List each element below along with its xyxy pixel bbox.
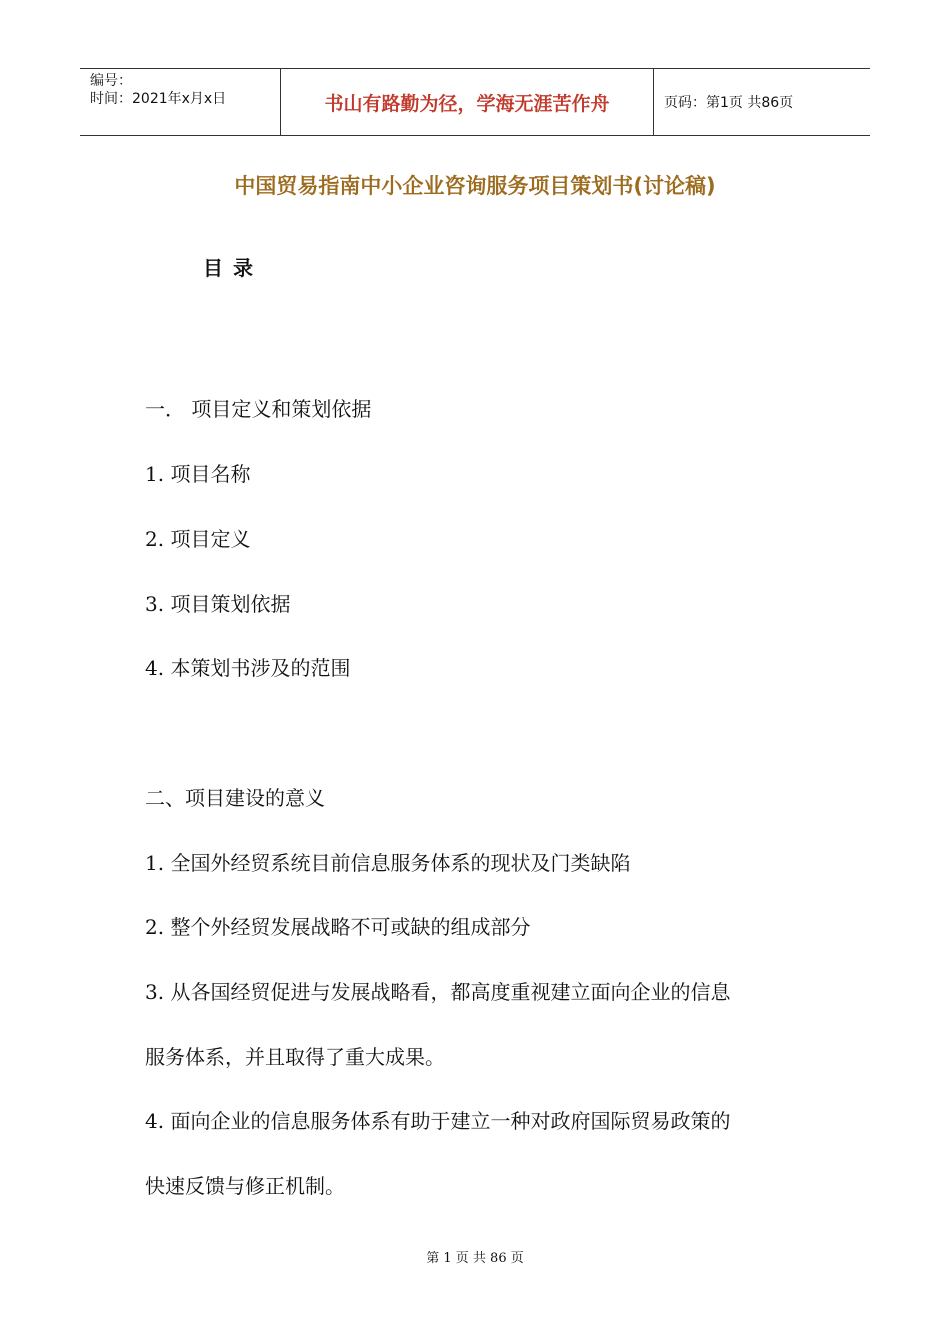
toc-line: 2. 整个外经贸发展战略不可或缺的组成部分 <box>145 915 531 939</box>
number-label: 编号： <box>90 73 132 89</box>
toc-line-section-1: 一． 项目定义和策划依据 <box>145 397 372 421</box>
page-footer: 第 1 页 共 86 页 <box>426 1251 524 1266</box>
header-page-info: 页码：第1页 共86页 <box>664 95 794 111</box>
header-meta-cell <box>80 69 281 135</box>
toc-line: 服务体系，并且取得了重大成果。 <box>145 1045 445 1069</box>
header-motto: 书山有路勤为径，学海无涯苦作舟 <box>281 69 654 135</box>
document-header <box>80 68 870 136</box>
toc-line: 4. 本策划书涉及的范围 <box>145 656 351 680</box>
toc-line: 1. 项目名称 <box>145 462 251 486</box>
toc-line: 3. 项目策划依据 <box>145 592 291 616</box>
toc-line: 4. 面向企业的信息服务体系有助于建立一种对政府国际贸易政策的 <box>145 1109 731 1133</box>
toc-line: 2. 项目定义 <box>145 527 251 551</box>
document-title: 中国贸易指南中小企业咨询服务项目策划书(讨论稿) <box>234 174 716 198</box>
toc-line-section-2: 二、项目建设的意义 <box>145 786 325 810</box>
toc-title: 目录 <box>203 256 263 280</box>
toc-line: 3. 从各国经贸促进与发展战略看，都高度重视建立面向企业的信息 <box>145 980 731 1004</box>
toc-line: 快速反馈与修正机制。 <box>145 1174 345 1198</box>
toc-line: 1. 全国外经贸系统目前信息服务体系的现状及门类缺陷 <box>145 851 631 875</box>
time-label: 时间：2021年x月x日 <box>90 91 227 107</box>
